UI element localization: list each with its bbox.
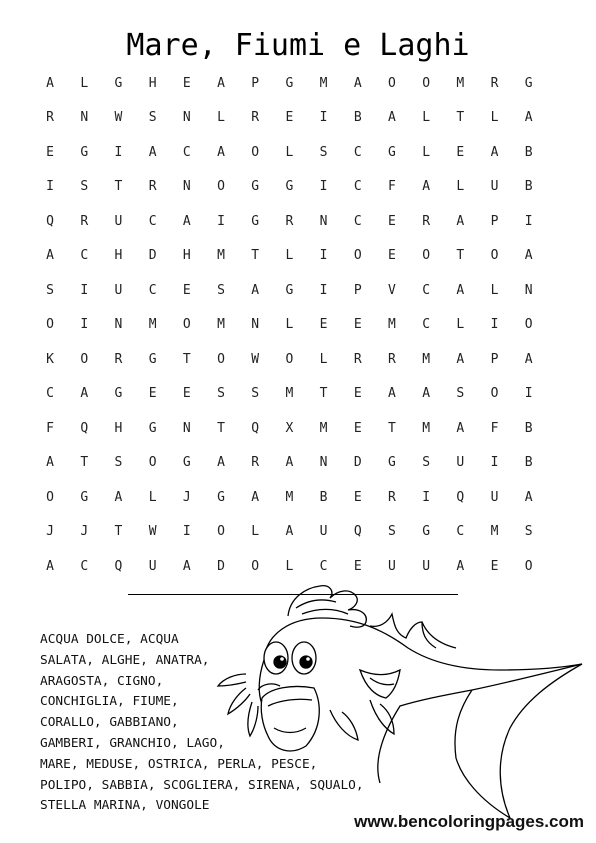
grid-letter: Q	[353, 524, 362, 540]
grid-letter: C	[422, 282, 431, 298]
grid-letter: B	[319, 489, 328, 505]
grid-letter: W	[251, 351, 260, 367]
grid-letter: N	[80, 110, 89, 126]
grid-letter: L	[456, 317, 465, 333]
grid-letter: A	[353, 75, 362, 91]
grid-letter: A	[524, 110, 533, 126]
grid-letter: C	[353, 144, 362, 160]
grid-letter: E	[148, 386, 157, 402]
grid-letter: L	[285, 248, 294, 264]
grid-letter: A	[456, 351, 465, 367]
grid-letter: U	[148, 558, 157, 574]
grid-letter: A	[388, 110, 396, 126]
grid-letter: N	[319, 455, 328, 471]
grid-letter: U	[319, 524, 328, 540]
grid-letter: U	[388, 558, 396, 574]
grid-letter: G	[388, 455, 396, 471]
word-list-line: POLIPO, SABBIA, SCOGLIERA, SIRENA, SQUALO,	[40, 777, 364, 793]
word-list-line: MARE, MEDUSE, OSTRICA, PERLA, PESCE,	[40, 756, 318, 772]
grid-letter: G	[388, 144, 396, 160]
grid-letter: G	[80, 489, 89, 505]
grid-letter: Q	[80, 420, 89, 436]
grid-letter: U	[490, 179, 499, 195]
grid-letter: G	[251, 179, 260, 195]
grid-letter: D	[353, 455, 362, 471]
grid-letter: I	[524, 386, 533, 402]
grid-letter: A	[46, 75, 54, 91]
grid-letter: L	[148, 489, 157, 505]
grid-letter: B	[353, 110, 362, 126]
grid-letter: U	[114, 213, 123, 229]
grid-letter: L	[490, 110, 499, 126]
grid-letter: S	[251, 386, 260, 402]
grid-letter: I	[319, 110, 328, 126]
grid-letter: A	[456, 420, 465, 436]
grid-letter: G	[182, 455, 191, 471]
grid-letter: C	[148, 213, 157, 229]
grid-letter: L	[217, 110, 225, 126]
grid-letter: Q	[456, 489, 465, 505]
grid-letter: R	[114, 351, 123, 367]
grid-letter: M	[217, 317, 225, 333]
grid-letter: O	[422, 75, 431, 91]
grid-letter: W	[148, 524, 157, 540]
grid-letter: B	[524, 455, 533, 471]
grid-letter: U	[456, 455, 465, 471]
grid-letter: P	[251, 75, 260, 91]
grid-letter: I	[490, 317, 499, 333]
grid-letter: S	[388, 524, 396, 540]
grid-letter: R	[388, 489, 396, 505]
grid-letter: E	[182, 386, 191, 402]
grid-letter: C	[148, 282, 157, 298]
word-list-line: ARAGOSTA, CIGNO,	[40, 673, 164, 689]
grid-letter: N	[182, 110, 191, 126]
grid-letter: E	[353, 317, 362, 333]
grid-letter: P	[353, 282, 362, 298]
grid-letter: R	[490, 75, 499, 91]
grid-letter: E	[46, 144, 54, 160]
grid-letter: E	[388, 213, 396, 229]
grid-letter: O	[422, 248, 431, 264]
grid-letter: L	[490, 282, 499, 298]
grid-letter: S	[456, 386, 465, 402]
grid-letter: T	[456, 248, 465, 264]
grid-letter: U	[490, 489, 499, 505]
grid-letter: A	[46, 248, 54, 264]
grid-letter: W	[114, 110, 123, 126]
grid-letter: L	[456, 179, 465, 195]
grid-letter: O	[490, 248, 499, 264]
grid-letter: G	[285, 179, 294, 195]
grid-letter: L	[251, 524, 260, 540]
grid-letter: M	[285, 386, 294, 402]
grid-letter: O	[490, 386, 499, 402]
grid-letter: G	[114, 386, 123, 402]
grid-letter: T	[251, 248, 260, 264]
grid-letter: I	[217, 213, 225, 229]
grid-letter: O	[251, 558, 260, 574]
grid-letter: H	[148, 75, 157, 91]
grid-letter: G	[80, 144, 89, 160]
grid-letter: C	[46, 386, 54, 402]
grid-letter: R	[148, 179, 157, 195]
grid-letter: E	[319, 317, 328, 333]
grid-letter: A	[182, 213, 191, 229]
grid-letter: Q	[46, 213, 54, 229]
grid-letter: C	[182, 144, 191, 160]
grid-letter: H	[114, 248, 123, 264]
grid-letter: S	[217, 282, 225, 298]
grid-letter: F	[490, 420, 499, 436]
grid-letter: G	[217, 489, 225, 505]
grid-letter: H	[114, 420, 123, 436]
grid-letter: A	[524, 489, 533, 505]
grid-letter: O	[251, 144, 260, 160]
grid-letter: J	[182, 489, 191, 505]
grid-letter: I	[422, 489, 431, 505]
grid-letter: A	[456, 213, 465, 229]
grid-letter: K	[46, 351, 54, 367]
grid-letter: G	[422, 524, 431, 540]
grid-letter: M	[422, 420, 431, 436]
grid-letter: T	[114, 524, 123, 540]
grid-letter: A	[285, 455, 294, 471]
grid-letter: S	[80, 179, 89, 195]
grid-letter: O	[524, 558, 533, 574]
grid-letter: O	[80, 351, 89, 367]
grid-letter: E	[388, 248, 396, 264]
grid-letter: R	[251, 455, 260, 471]
grid-letter: R	[388, 351, 396, 367]
grid-letter: N	[524, 282, 533, 298]
grid-letter: A	[524, 248, 533, 264]
grid-letter: T	[456, 110, 465, 126]
grid-letter: L	[285, 144, 294, 160]
grid-letter: B	[524, 179, 533, 195]
grid-letter: S	[114, 455, 123, 471]
grid-letter: E	[353, 420, 362, 436]
grid-letter: E	[353, 558, 362, 574]
grid-letter: M	[148, 317, 157, 333]
grid-letter: G	[148, 420, 157, 436]
grid-letter: G	[148, 351, 157, 367]
grid-letter: V	[388, 282, 396, 298]
word-list-line: ACQUA DOLCE, ACQUA	[40, 632, 179, 647]
grid-letter: N	[114, 317, 123, 333]
grid-letter: A	[217, 144, 225, 160]
grid-letter: M	[388, 317, 396, 333]
grid-letter: R	[46, 110, 54, 126]
grid-letter: D	[148, 248, 157, 264]
grid-letter: S	[217, 386, 225, 402]
grid-letter: R	[80, 213, 89, 229]
grid-letter: E	[182, 282, 191, 298]
grid-letter: N	[182, 420, 191, 436]
grid-letter: O	[285, 351, 294, 367]
grid-letter: U	[422, 558, 431, 574]
grid-letter: P	[490, 351, 499, 367]
grid-letter: L	[422, 110, 431, 126]
grid-letter: U	[114, 282, 123, 298]
cartoon-fish-icon	[210, 578, 585, 828]
grid-letter: B	[524, 144, 533, 160]
grid-letter: A	[80, 386, 89, 402]
grid-letter: A	[422, 386, 431, 402]
word-search-grid	[33, 66, 546, 584]
grid-letter: R	[285, 213, 294, 229]
grid-letter: A	[422, 179, 431, 195]
grid-letter: L	[422, 144, 431, 160]
grid-letter: P	[490, 213, 499, 229]
grid-letter: C	[80, 558, 89, 574]
grid-letter: I	[80, 282, 89, 298]
grid-letter: O	[148, 455, 157, 471]
grid-letter: S	[46, 282, 54, 298]
footer-url: www.bencoloringpages.com	[354, 812, 584, 831]
grid-letter: G	[524, 75, 533, 91]
grid-letter: E	[353, 489, 362, 505]
grid-letter: A	[524, 351, 533, 367]
grid-letter: A	[456, 558, 465, 574]
grid-letter: L	[285, 558, 294, 574]
grid-letter: O	[388, 75, 396, 91]
grid-letter: O	[182, 317, 191, 333]
grid-letter: G	[285, 282, 294, 298]
grid-letter: N	[182, 179, 191, 195]
grid-letter: A	[148, 144, 157, 160]
grid-letter: T	[388, 420, 396, 436]
grid-letter: M	[319, 75, 328, 91]
grid-letter: M	[319, 420, 328, 436]
word-list-line: CONCHIGLIA, FIUME,	[40, 694, 179, 710]
grid-letter: I	[46, 179, 54, 195]
grid-letter: M	[490, 524, 499, 540]
grid-letter: A	[251, 489, 260, 505]
grid-letter: T	[182, 351, 191, 367]
grid-letter: G	[114, 75, 123, 91]
grid-letter: I	[114, 144, 123, 160]
grid-letter: I	[319, 282, 328, 298]
grid-letter: I	[319, 179, 328, 195]
grid-letter: L	[285, 317, 294, 333]
grid-letter: N	[319, 213, 328, 229]
grid-letter: C	[456, 524, 465, 540]
grid-letter: H	[182, 248, 191, 264]
grid-letter: O	[46, 489, 54, 505]
grid-letter: R	[422, 213, 431, 229]
word-list-line: SALATA, ALGHE, ANATRA,	[40, 652, 210, 668]
grid-letter: E	[353, 386, 362, 402]
grid-letter: M	[456, 75, 465, 91]
grid-letter: O	[217, 351, 225, 367]
grid-letter: X	[285, 420, 294, 436]
grid-letter: E	[456, 144, 465, 160]
grid-letter: O	[353, 248, 362, 264]
grid-letter: L	[319, 351, 328, 367]
grid-letter: A	[46, 455, 54, 471]
grid-letter: M	[285, 489, 294, 505]
grid-letter: I	[182, 524, 191, 540]
page-title: Mare, Fiumi e Laghi	[126, 28, 470, 63]
grid-letter: I	[524, 213, 533, 229]
grid-letter: I	[80, 317, 89, 333]
grid-letter: A	[46, 558, 54, 574]
grid-letter: A	[217, 455, 225, 471]
grid-letter: A	[490, 144, 499, 160]
grid-letter: E	[182, 75, 191, 91]
grid-letter: A	[182, 558, 191, 574]
grid-letter: C	[80, 248, 89, 264]
word-list-line: STELLA MARINA, VONGOLE	[40, 798, 210, 814]
grid-letter: L	[80, 75, 89, 91]
grid-letter: M	[422, 351, 431, 367]
grid-letter: E	[490, 558, 499, 574]
grid-letter: F	[46, 420, 54, 436]
grid-letter: A	[456, 282, 465, 298]
grid-letter: A	[217, 75, 225, 91]
grid-letter: T	[217, 420, 225, 436]
grid-letter: R	[251, 110, 260, 126]
grid-letter: G	[285, 75, 294, 91]
grid-letter: I	[490, 455, 499, 471]
grid-letter: J	[46, 524, 54, 540]
grid-letter: C	[319, 558, 328, 574]
grid-letter: S	[422, 455, 431, 471]
grid-letter: F	[388, 179, 396, 195]
grid-letter: S	[148, 110, 157, 126]
grid-letter: C	[353, 213, 362, 229]
grid-letter: S	[319, 144, 328, 160]
grid-letter: O	[46, 317, 54, 333]
grid-letter: A	[114, 489, 123, 505]
word-list-line: CORALLO, GABBIANO,	[40, 715, 179, 731]
grid-letter: C	[422, 317, 431, 333]
grid-letter: O	[217, 524, 225, 540]
grid-letter: N	[251, 317, 260, 333]
grid-letter: A	[388, 386, 396, 402]
grid-letter: B	[524, 420, 533, 436]
grid-letter: M	[217, 248, 225, 264]
grid-letter: E	[285, 110, 294, 126]
grid-letter: Q	[114, 558, 123, 574]
grid-letter: T	[319, 386, 328, 402]
grid-letter: D	[217, 558, 225, 574]
grid-letter: O	[524, 317, 533, 333]
grid-letter: T	[80, 455, 89, 471]
grid-letter: O	[217, 179, 225, 195]
grid-letter: T	[114, 179, 123, 195]
word-list-line: GAMBERI, GRANCHIO, LAGO,	[40, 735, 225, 751]
grid-letter: S	[524, 524, 533, 540]
grid-letter: I	[319, 248, 328, 264]
grid-letter: C	[353, 179, 362, 195]
grid-letter: A	[251, 282, 260, 298]
grid-letter: G	[251, 213, 260, 229]
grid-letter: R	[353, 351, 362, 367]
grid-letter: Q	[251, 420, 260, 436]
grid-letter: A	[285, 524, 294, 540]
grid-letter: J	[80, 524, 89, 540]
